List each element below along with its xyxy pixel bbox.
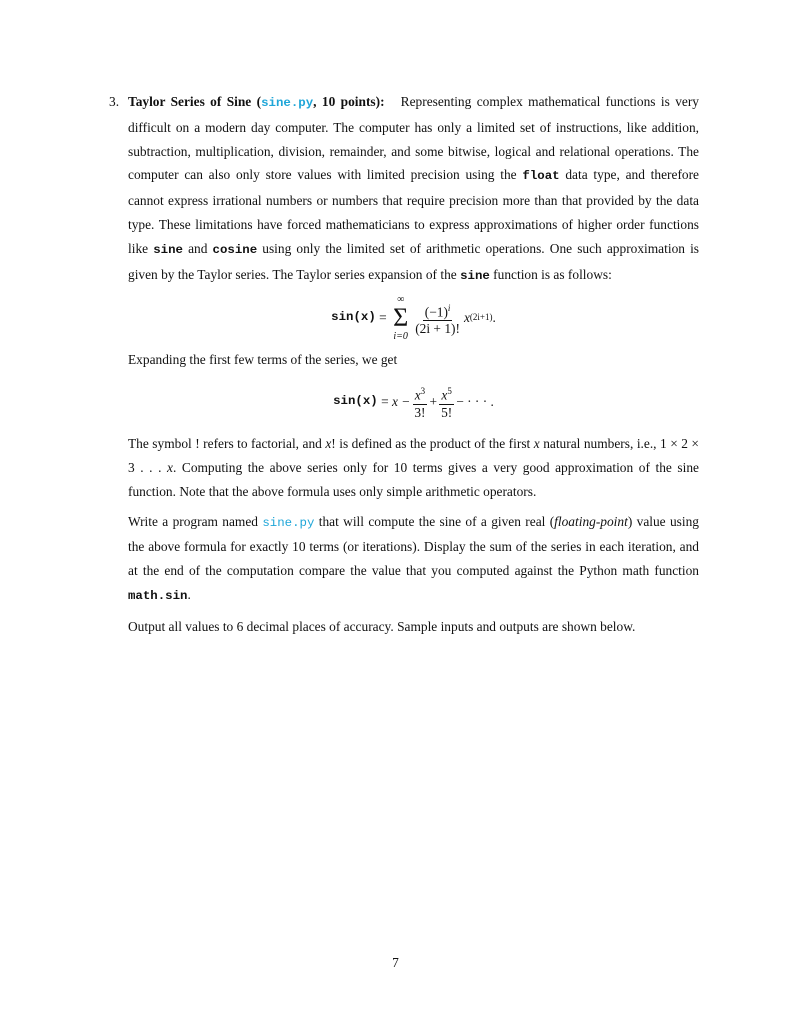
factorial-paragraph: The symbol ! refers to factorial, and x! is defined as the product of the first x natural numbers, i.e., 1 × 2 × 3 . . . x. Computing the above series only for 10 terms gives a very good approximation of the sine function. Note that the above formula uses only simple arithmetic operators. — [128, 436, 699, 499]
page-number: 7 — [392, 955, 399, 970]
equation-taylor-series: sin(x) = ∞ Σ i=0 $\frac{(-1)^i}{(2i + 1)!}$ x (2i+1) . — [331, 294, 496, 343]
problem-title: Taylor Series of Sine (sine.py, 10 points): — [128, 94, 385, 110]
problem-intro: 3. Taylor Series of Sine (sine.py, 10 points): Representing complex mathematical functions is very difficult on a modern day computer. The computer has only a limited set of instructions, like addition, subtraction, multiplication, division, remainder, and some bitwise, logical and relational operations. The computer can also only store values with limited precision using the float data type, and therefore cannot express irrational numbers or numbers that require precision more than that provided by the data type. These limitations have forced mathematicians to express approximations of higher order functions like sine and cosine using only the limited set of arithmetic operations. One such approximation is given by the Taylor series. The Taylor series expansion of the sine function is as follows: — [109, 90, 699, 288]
code-sine-2: sine — [460, 268, 490, 283]
file-name-link[interactable]: sine.py — [261, 96, 314, 110]
document-body — [109, 90, 699, 639]
write-program-paragraph: Write a program named sine.py that will compute the sine of a given real (floating-point) value using the above formula for exactly 10 terms (or iterations). Display the sum of the series in each iteration, and at the end of the computation compare the value that you computed against the Python math function math.sin. — [128, 513, 699, 603]
problem-number: 3. — [109, 94, 120, 109]
output-paragraph: Output all values to 6 decimal places of accuracy. Sample inputs and outputs are shown below. — [128, 618, 636, 634]
equation-expanded-series: sin(x) = x − $\frac{x^3}{3!}$ + $\frac{x^5}{5!}$ − · · · . — [128, 372, 699, 432]
eq1-equals: = — [379, 310, 387, 326]
eq2-fraction-1: $\frac{x^3}{3!}$ — [412, 383, 427, 420]
code-math-sin: math.sin — [128, 588, 188, 603]
eq2-lhs: sin(x) — [333, 394, 378, 409]
code-cosine: cosine — [212, 242, 258, 257]
expand-paragraph: Expanding the first few terms of the series, we get — [128, 352, 398, 368]
eq2-fraction-2: $\frac{x^5}{5!}$ — [439, 383, 454, 420]
file-name-link-2[interactable]: sine.py — [262, 515, 315, 530]
summation-symbol: ∞ Σ i=0 — [393, 294, 409, 343]
code-sine: sine — [153, 242, 183, 257]
eq1-fraction: $\frac{(-1)^i}{(2i + 1)!}$ — [413, 300, 462, 337]
eq1-lhs: sin(x) — [331, 310, 376, 325]
code-float: float — [522, 169, 560, 184]
eq1-x: x — [463, 310, 470, 326]
